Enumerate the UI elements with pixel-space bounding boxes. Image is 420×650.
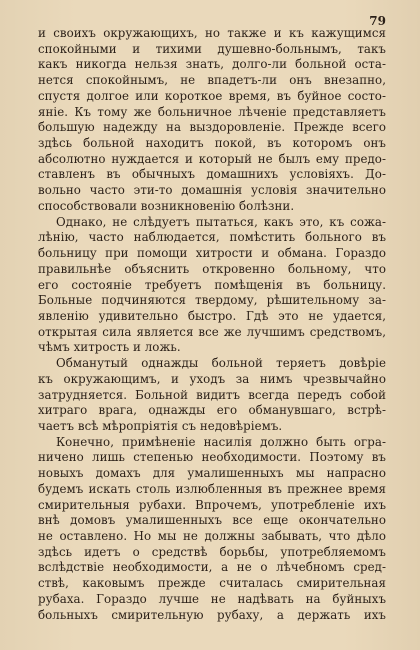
text-line: способствовали возникновенію болѣзни. <box>38 198 295 213</box>
text-line: ничено лишь степенью необходимости. Поэтому въ <box>38 450 386 465</box>
text-line: смирительныя рубахи. Впрочемъ, употребленіе ихъ <box>38 497 386 512</box>
text-line: явленію удивительно быстро. Гдѣ это не удается, <box>38 308 386 323</box>
text-line: здѣсь больной находитъ покой, въ которомъ онъ <box>38 136 386 151</box>
text-line: Конечно, примѣненіе насилія должно быть огра- <box>56 434 386 449</box>
text-line: нется спокойнымъ, не впадетъ-ли онъ внезапно, <box>38 73 386 88</box>
text-line: больныхъ смирительную рубаху, а держать ихъ <box>38 607 386 622</box>
text-line: ставленъ въ обычныхъ домашнихъ условіяхъ. До- <box>38 167 386 182</box>
text-line: Однако, не слѣдуетъ пытаться, какъ это, къ сожа- <box>56 214 386 229</box>
text-line: открытая сила является все же лучшимъ средствомъ, <box>38 324 386 339</box>
paragraph <box>38 215 386 356</box>
text-line: новыхъ домахъ для умалишенныхъ мы напрасно <box>38 466 386 481</box>
text-line: Обманутый однажды больной теряетъ довѣріе <box>56 356 386 371</box>
paragraph <box>38 435 386 624</box>
text-line: чаетъ всѣ мѣропріятія съ недовѣріемъ. <box>38 418 283 433</box>
paragraph <box>38 26 386 215</box>
text-line: большую надежду на выздоровленіе. Прежде всего <box>38 120 386 135</box>
text-line: вслѣдствіе необходимости, а не о лѣчебномъ сред- <box>38 560 386 575</box>
text-line: спокойными и тихими душевно-больнымъ, такъ <box>38 41 386 56</box>
text-line: здѣсь идетъ о средствѣ борьбы, употребляемомъ <box>38 544 386 559</box>
text-line: правильнѣе объяснить откровенно больному, что <box>38 261 386 276</box>
text-line: внѣ домовъ умалишенныхъ все еще окончательно <box>38 513 386 528</box>
text-line: вольно часто эти-то домашнія условія значительно <box>38 183 386 198</box>
text-line: ствѣ, каковымъ прежде считалась смирительная <box>38 576 386 591</box>
text-line: лѣнію, часто наблюдается, помѣстить больного въ <box>38 230 386 245</box>
body-text <box>38 26 386 623</box>
text-line: яніе. Къ тому же больничное лѣченіе представляетъ <box>38 104 386 119</box>
text-line: какъ никогда нельзя знать, долго-ли больной оста- <box>38 57 386 72</box>
text-line: не оставлено. Но мы не должны забывать, что дѣло <box>38 529 386 543</box>
text-line: Больные подчиняются твердому, рѣшительному за- <box>38 293 386 308</box>
text-line: будемъ искать столь излюбленныя въ прежнее время <box>38 481 386 496</box>
text-line: и своихъ окружающихъ, но также и къ кажущимся <box>38 26 386 40</box>
text-line: чѣмъ хитрость и ложь. <box>38 340 181 355</box>
text-line: спустя долгое или короткое время, въ буйное состо- <box>38 88 386 103</box>
text-line: рубаха. Гораздо лучше не надѣвать на буйныхъ <box>38 591 386 606</box>
text-line: больницу при помощи хитрости и обмана. Гораздо <box>38 246 386 261</box>
page-number: 79 <box>369 14 386 28</box>
text-line: абсолютно нуждается и который не былъ ему предо- <box>38 151 386 166</box>
text-line: къ окружающимъ, и уходъ за нимъ чрезвычайно <box>38 371 386 386</box>
text-line: хитраго врага, однажды его обманувшаго, встрѣ- <box>38 403 386 418</box>
text-line: его состояніе требуетъ помѣщенія въ больницу. <box>38 277 386 292</box>
paragraph <box>38 356 386 435</box>
text-line: затрудняется. Больной видитъ всегда передъ собой <box>38 387 386 402</box>
